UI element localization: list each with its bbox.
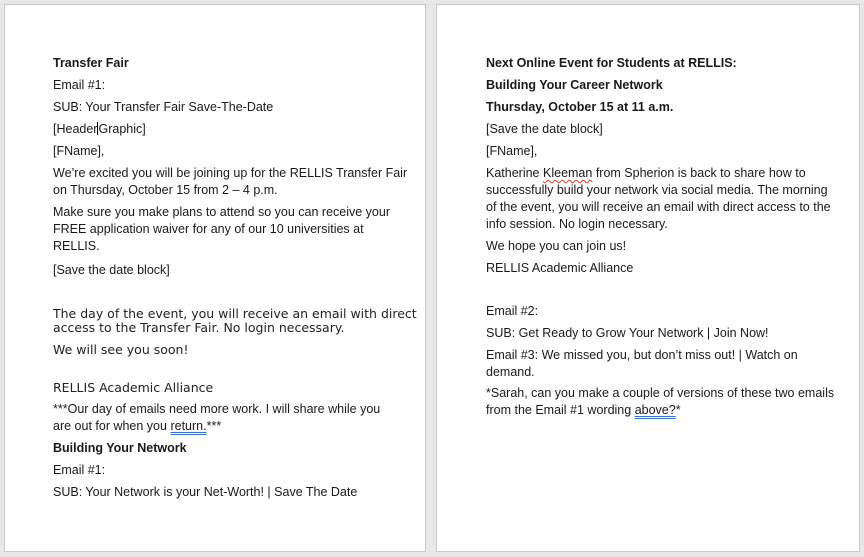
paragraph-katherine-line-4: info session. No login necessary. <box>486 217 668 231</box>
email-3-line-2: demand. <box>486 365 535 379</box>
spelling-flagged-word: Kleeman <box>543 166 593 180</box>
speaker-first-name: Katherine <box>486 166 540 180</box>
document-page-right <box>436 4 860 552</box>
paragraph-excited-line-1: We’re excited you will be joining up for the RELLIS Transfer Fair <box>53 166 408 180</box>
note-text: from the Email #1 wording <box>486 403 632 417</box>
email-1-label: Email #1: <box>53 78 106 92</box>
paragraph-plans-line-1: Make sure you make plans to attend so you can receive your <box>53 205 390 219</box>
subject-line-network: SUB: Your Network is your Net-Worth! | Save The Date <box>53 485 358 499</box>
document-page-left <box>4 4 426 552</box>
grammar-flagged-word: above? <box>634 403 676 417</box>
note-asterisk: * <box>675 403 681 417</box>
header-graphic-text-b: Graphic] <box>98 122 146 136</box>
header-graphic-text-a: [Header <box>53 122 98 136</box>
paragraph-plans-line-2: FREE application waiver for any of our 10 universities at <box>53 222 364 236</box>
signature-rellis-academic-alliance: RELLIS Academic Alliance <box>53 380 214 395</box>
heading-transfer-fair: Transfer Fair <box>53 56 129 70</box>
paragraph-plans-line-3: RELLIS. <box>53 239 100 253</box>
paragraph-text: from Spherion is back to share how to <box>595 166 806 180</box>
closing-hope-you-join: We hope you can join us! <box>486 239 627 253</box>
paragraph-excited-line-2: on Thursday, October 15 from 2 – 4 p.m. <box>53 183 278 197</box>
subject-line-transfer-fair: SUB: Your Transfer Fair Save-The-Date <box>53 100 274 114</box>
paragraph-katherine-line-2: successfully build your network via social media. The morning <box>486 183 828 197</box>
header-graphic-placeholder <box>53 121 146 138</box>
heading-building-your-network: Building Your Network <box>53 441 187 455</box>
subject-line-grow-network: SUB: Get Ready to Grow Your Network | Join Now! <box>486 326 769 340</box>
note-text: are out for when you <box>53 419 167 433</box>
paragraph-event-day-line-1: The day of the event, you will receive an email with direct <box>53 306 417 321</box>
paragraph-katherine-line-3: of the event, you will receive an email with direct access to the <box>486 200 831 214</box>
email-2-label: Email #2: <box>486 304 539 318</box>
fname-placeholder: [FName], <box>486 144 538 158</box>
save-the-date-placeholder: [Save the date block] <box>486 122 603 136</box>
note-emails-need-work-line-1: ***Our day of emails need more work. I will share while you <box>53 402 381 416</box>
note-sarah-line-2 <box>486 402 681 419</box>
paragraph-event-day-line-2: access to the Transfer Fair. No login necessary. <box>53 320 345 335</box>
heading-next-online-event: Next Online Event for Students at RELLIS: <box>486 56 737 70</box>
heading-event-date: Thursday, October 15 at 11 a.m. <box>486 100 674 114</box>
paragraph-katherine-line-1 <box>486 165 806 182</box>
heading-building-career-network: Building Your Career Network <box>486 78 663 92</box>
note-sarah-line-1: *Sarah, can you make a couple of versions of these two emails <box>486 386 835 400</box>
save-the-date-placeholder: [Save the date block] <box>53 263 170 277</box>
note-asterisks: *** <box>206 419 222 433</box>
email-3-line-1: Email #3: We missed you, but don’t miss out! | Watch on <box>486 348 798 362</box>
closing-see-you-soon: We will see you soon! <box>53 342 189 357</box>
fname-placeholder: [FName], <box>53 144 105 158</box>
grammar-flagged-word: return. <box>170 419 207 433</box>
email-1-label-network: Email #1: <box>53 463 106 477</box>
note-emails-need-work-line-2 <box>53 418 221 435</box>
signature-rellis-academic-alliance: RELLIS Academic Alliance <box>486 261 634 275</box>
